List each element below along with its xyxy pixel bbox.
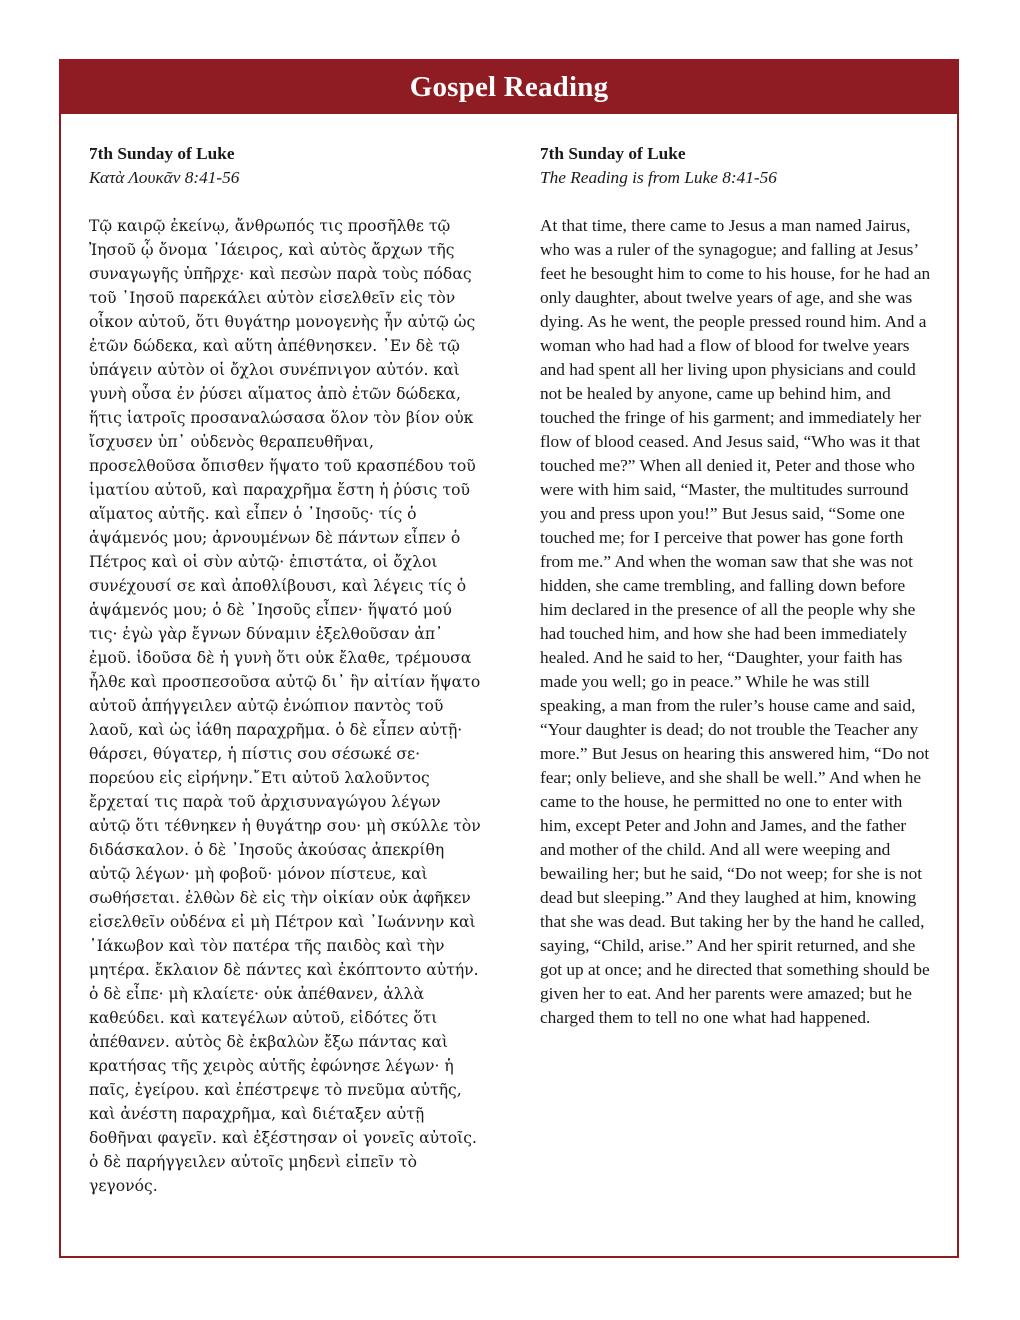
greek-reading-text: Τῷ καιρῷ ἐκείνῳ, ἄνθρωπός τις προσῆλθε τῷ Ἰησοῦ ᾧ ὄνομα ᾿Ιάειρος, καὶ αὐτὸς ἄρχων τῆς συναγωγῆς ὑπῆρχε· καὶ πεσὼν παρὰ τοὺς πόδας τοῦ ᾿Ιησοῦ παρεκάλει αὐτὸν εἰσελθεῖν εἰς τὸν οἶκον αὐτοῦ, ὅτι θυγάτηρ μονογενὴς ἦν αὐτῷ ὡς ἐτῶν δώδεκα, καὶ αὕτη ἀπέθνησκεν. ᾿Εν δὲ τῷ ὑπάγειν αὐτὸν οἱ ὄχλοι συνέπνιγον αὐτόν. καὶ γυνὴ οὖσα ἐν ῥύσει αἵματος ἀπὸ ἐτῶν δώδεκα, ἥτις ἰατροῖς προσαναλώσασα ὅλον τὸν βίον οὐκ ἴσχυσεν ὑπ᾿ οὐδενὸς θεραπευθῆναι, προσελθοῦσα ὄπισθεν ἥψατο τοῦ κρασπέδου τοῦ ἱματίου αὐτοῦ, καὶ παραχρῆμα ἔστη ἡ ῥύσις τοῦ αἵματος αὐτῆς. καὶ εἶπεν ὁ ᾿Ιησοῦς· τίς ὁ ἁψάμενός μου; ἀρνουμένων δὲ πάντων εἶπεν ὁ Πέτρος καὶ οἱ σὺν αὐτῷ· ἐπιστάτα, οἱ ὄχλοι συνέχουσί σε καὶ ἀποθλίβουσι, καὶ λέγεις τίς ὁ ἁψάμενός μου; ὁ δὲ ᾿Ιησοῦς εἶπεν· ἥψατό μού τις· ἐγὼ γὰρ ἔγνων δύναμιν ἐξελθοῦσαν ἀπ᾿ ἐμοῦ. ἰδοῦσα δὲ ἡ γυνὴ ὅτι οὐκ ἔλαθε, τρέμουσα ἦλθε καὶ προσπεσοῦσα αὐτῷ δι᾿ ἣν αἰτίαν ἥψατο αὐτοῦ ἀπήγγειλεν αὐτῷ ἐνώπιον παντὸς τοῦ λαοῦ, καὶ ὡς ἰάθη παραχρῆμα. ὁ δὲ εἶπεν αὐτῇ· θάρσει, θύγατερ, ἡ πίστις σου σέσωκέ σε· πορεύου εἰς εἰρήνην.῎Ετι αὐτοῦ λαλοῦντος ἔρχεταί τις παρὰ τοῦ ἀρχισυναγώγου λέγων αὐτῷ ὅτι τέθνηκεν ἡ θυγάτηρ σου· μὴ σκύλλε τὸν διδάσκαλον. ὁ δὲ ᾿Ιησοῦς ἀκούσας ἀπεκρίθη αὐτῷ λέγων· μὴ φοβοῦ· μόνον πίστευε, καὶ σωθήσεται. ἐλθὼν δὲ εἰς τὴν οἰκίαν οὐκ ἀφῆκεν εἰσελθεῖν οὐδένα εἰ μὴ Πέτρον καὶ ᾿Ιωάννην καὶ ᾿Ιάκωβον καὶ τὸν πατέρα τῆς παιδὸς καὶ τὴν μητέρα. ἔκλαιον δὲ πάντες καὶ ἐκόπτοντο αὐτήν. ὁ δὲ εἶπε· μὴ κλαίετε· οὐκ ἀπέθανεν, ἀλλὰ καθεύδει. καὶ κατεγέλων αὐτοῦ, εἰδότες ὅτι ἀπέθανεν. αὐτὸς δὲ ἐκβαλὼν ἔξω πάντας καὶ κρατήσας τῆς χειρὸς αὐτῆς ἐφώνησε λέγων· ἡ παῖς, ἐγείρου. καὶ ἐπέστρεψε τὸ πνεῦμα αὐτῆς, καὶ ἀνέστη παραχρῆμα, καὶ διέταξεν αὐτῇ δοθῆναι φαγεῖν. καὶ ἐξέστησαν οἱ γονεῖς αὐτοῖς. ὁ δὲ παρήγγειλεν αὐτοῖς μηδενὶ εἰπεῖν τὸ γεγονός.	[89, 217, 481, 1195]
greek-column	[89, 142, 484, 1198]
header-banner	[61, 61, 957, 114]
greek-heading: 7th Sunday of Luke	[89, 144, 235, 163]
page-title: Gospel Reading	[409, 71, 609, 103]
english-column	[540, 142, 933, 1030]
english-reference: The Reading is from Luke 8:41-56	[540, 168, 777, 187]
english-reading-text: At that time, there came to Jesus a man named Jairus, who was a ruler of the synagogue; and falling at Jesus’ feet he besought him to come to his house, for he had an only daughter, about twelve years of age, and she was dying. As he went, the people pressed round him. And a woman who had had a flow of blood for twelve years and had spent all her living upon physicians and could not be healed by anyone, came up behind him, and touched the fringe of his garment; and immediately her flow of blood ceased. And Jesus said, “Who was it that touched me?” When all denied it, Peter and those who were with him said, “Master, the multitudes surround you and press upon you!” But Jesus said, “Some one touched me; for I perceive that power has gone forth from me.” And when the woman saw that she was not hidden, she came trembling, and falling down before him declared in the presence of all the people why she had touched him, and how she had been immediately healed. And he said to her, “Daughter, your faith has made you well; go in peace.” While he was still speaking, a man from the ruler’s house came and said, “Your daughter is dead; do not trouble the Teacher any more.” But Jesus on hearing this answered him, “Do not fear; only believe, and she shall be well.” And when he came to the house, he permitted no one to enter with him, except Peter and John and James, and the father and mother of the child. And all were weeping and bewailing her; but he said, “Do not weep; for she is not dead but sleeping.” And they laughed at him, knowing that she was dead. But taking her by the hand he called, saying, “Child, arise.” And her spirit returned, and she got up at once; and he directed that something should be given her to eat. And her parents were amazed; but he charged them to tell no one what had happened.	[540, 216, 931, 1027]
greek-reference: Κατὰ Λουκᾶν 8:41-56	[89, 168, 240, 187]
english-heading: 7th Sunday of Luke	[540, 144, 686, 163]
